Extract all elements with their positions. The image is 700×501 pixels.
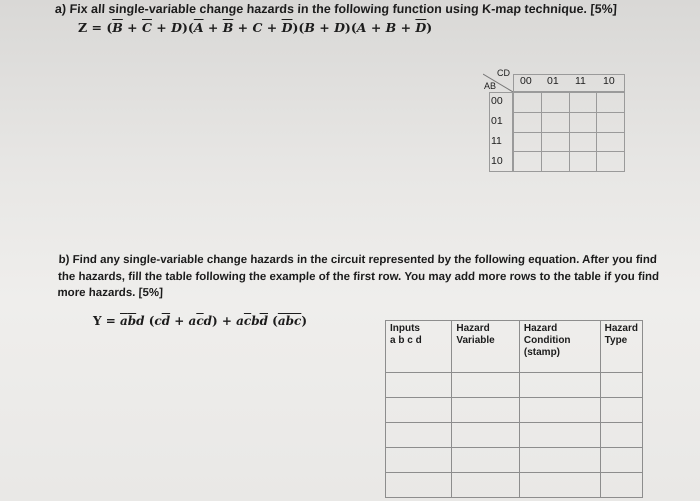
table-cell[interactable] (600, 398, 642, 423)
k-map-cell[interactable] (541, 132, 569, 152)
k-map-row-variable: AB (484, 81, 497, 91)
table-cell[interactable] (519, 473, 600, 498)
hazard-table (385, 320, 643, 498)
function-z-equation (78, 20, 432, 35)
k-map-cell[interactable] (569, 132, 597, 152)
table-cell[interactable] (386, 448, 452, 473)
k-map-grid (513, 92, 625, 172)
header-hazard-variable: Hazard Variable (452, 321, 520, 373)
k-map-cell[interactable] (569, 152, 597, 172)
k-map-cell[interactable] (514, 112, 542, 132)
header-hazard-type: Hazard Type (600, 321, 642, 373)
table-cell[interactable] (600, 373, 642, 398)
k-map (483, 68, 625, 172)
k-map-cell[interactable] (569, 112, 597, 132)
table-cell[interactable] (452, 398, 520, 423)
k-map-row-header: 10 (491, 155, 503, 167)
k-map-cell[interactable] (597, 152, 625, 172)
k-map-row-header: 01 (491, 115, 503, 127)
k-map-corner (483, 68, 513, 94)
table-row (386, 373, 643, 398)
k-map-col-header: 01 (547, 75, 559, 87)
k-map-col-variable: CD (497, 68, 510, 78)
z-term-2: $(\overline{A} + \overline{B} + C + \overline{D})$ (187, 20, 299, 35)
z-term-4: $(A + B + \overline{D})$ (350, 20, 433, 35)
table-cell[interactable] (452, 448, 520, 473)
k-map-cell[interactable] (597, 132, 625, 152)
table-cell[interactable] (519, 423, 600, 448)
table-cell[interactable] (452, 423, 520, 448)
k-map-cell[interactable] (541, 112, 569, 132)
table-cell[interactable] (600, 423, 642, 448)
k-map-cell[interactable] (597, 93, 625, 113)
table-cell[interactable] (452, 473, 520, 498)
k-map-col-header: 11 (575, 75, 586, 87)
table-row (386, 423, 643, 448)
table-cell[interactable] (519, 448, 600, 473)
table-row (386, 398, 643, 423)
table-cell[interactable] (452, 373, 520, 398)
table-row (386, 473, 643, 498)
table-cell[interactable] (519, 398, 600, 423)
k-map-col-header: 10 (603, 75, 615, 87)
z-lhs: Z = (78, 20, 107, 35)
k-map-cell[interactable] (514, 152, 542, 172)
table-cell[interactable] (386, 398, 452, 423)
question-a-title: a) Fix all single-variable change hazards in the following function using K-map technique. [5%] (54, 2, 618, 16)
k-map-cell[interactable] (541, 93, 569, 113)
z-term-1: $(\overline{B} + \overline{C} + D)$ (106, 20, 188, 35)
table-row (386, 448, 643, 473)
z-term-3: (B + D) (298, 20, 351, 35)
k-map-row-header: 00 (491, 95, 503, 107)
k-map-col-header: 00 (520, 75, 532, 87)
table-cell[interactable] (386, 473, 452, 498)
k-map-cell[interactable] (514, 93, 542, 113)
header-inputs: Inputs a b c d (386, 321, 452, 373)
k-map-cell[interactable] (541, 152, 569, 172)
table-cell[interactable] (386, 423, 452, 448)
question-b-instructions: b) Find any single-variable change hazards in the circuit represented by the following equation. After you find the hazards, fill the table following the example of the first row. You may add more rows to the table if you find more hazards. [5%] (57, 254, 660, 299)
header-hazard-condition: Hazard Condition (stamp) (519, 321, 600, 373)
table-cell[interactable] (519, 373, 600, 398)
table-cell[interactable] (600, 473, 642, 498)
k-map-cell[interactable] (597, 112, 625, 132)
function-y-equation: Y = abd $(c\overline{d} + a\overline{c}d) + a\overline{c}b\overline{d}$ $(\overline{abc})$ (93, 314, 308, 328)
k-map-row-header: 11 (491, 135, 502, 147)
table-cell[interactable] (600, 448, 642, 473)
table-cell[interactable] (386, 373, 452, 398)
k-map-cell[interactable] (514, 132, 542, 152)
k-map-cell[interactable] (569, 93, 597, 113)
